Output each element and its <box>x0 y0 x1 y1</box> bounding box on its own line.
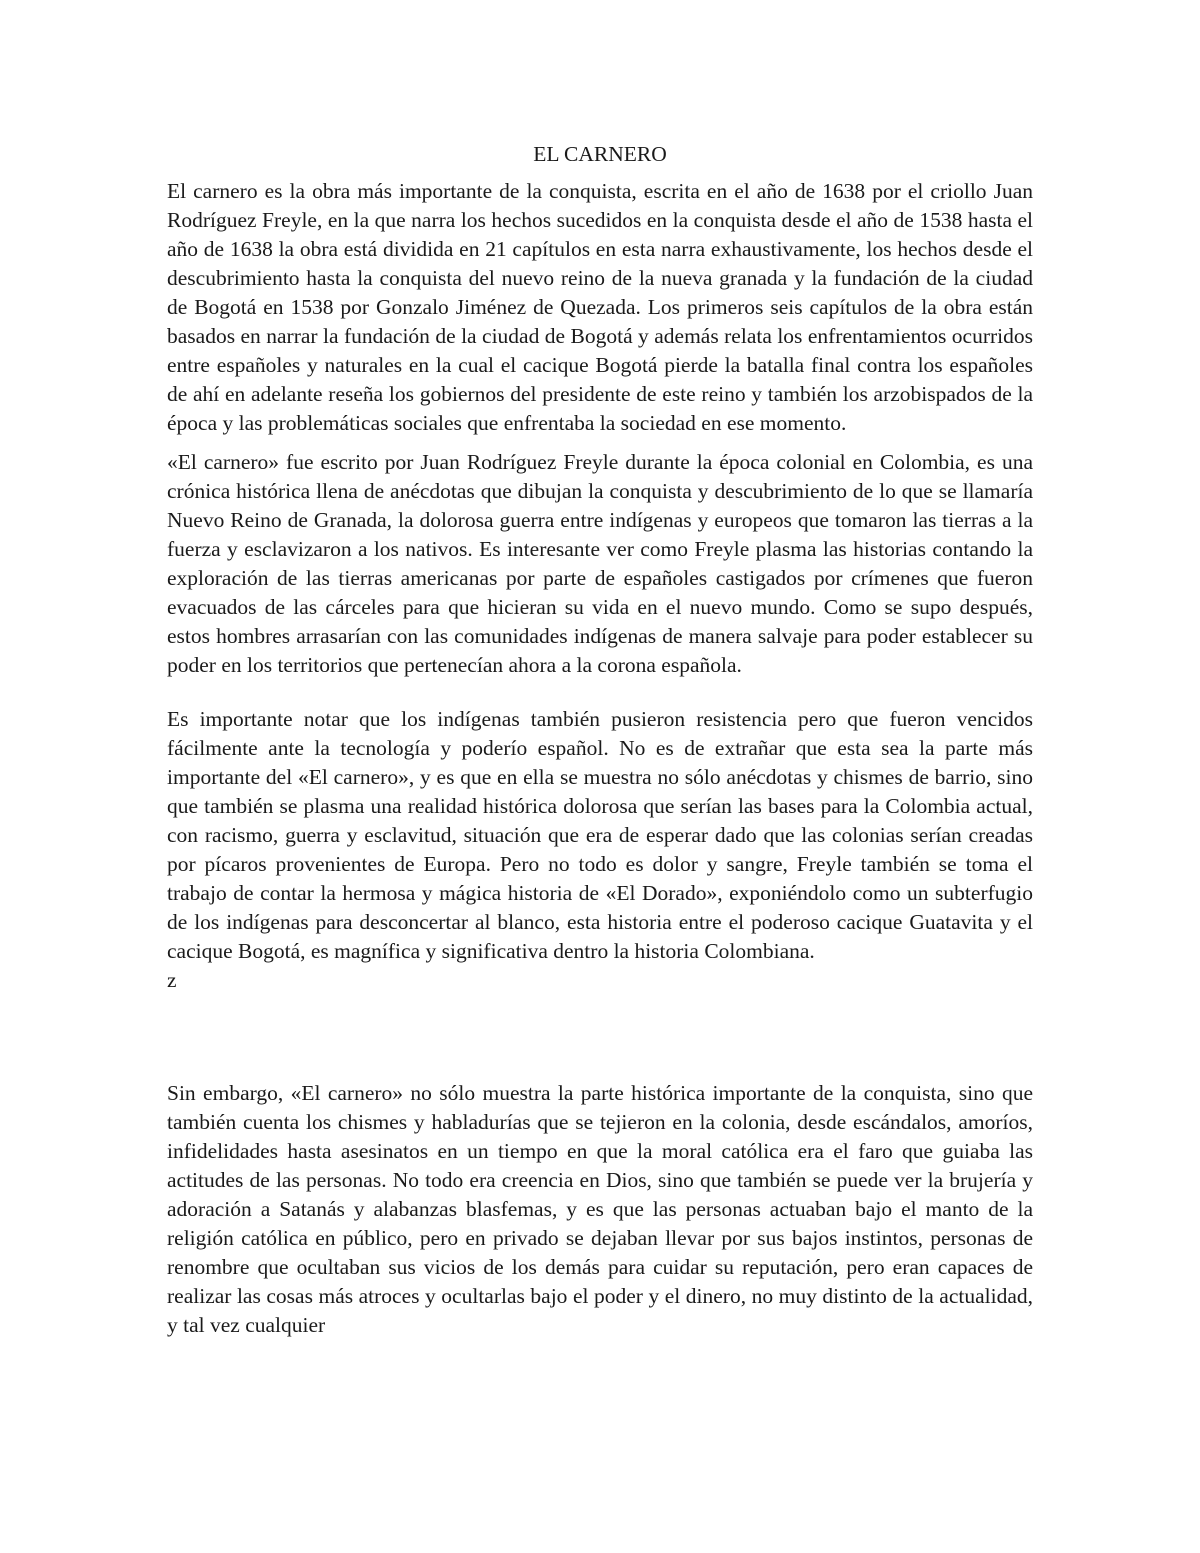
paragraph-4: Sin embargo, «El carnero» no sólo muestra la parte histórica importante de la conquista, sino que también cuenta los chismes y habladurías que se tejieron en la colonia, desde escándalos, amoríos, infidelidades hasta asesinatos en un tiempo en que la moral católica era el faro que guiaba las actitudes de las personas. No todo era creencia en Dios, sino que también se puede ver la brujería y adoración a Satanás y alabanzas blasfemas, y es que las personas actuaban bajo el manto de la religión católica en público, pero en privado se dejaban llevar por sus bajos instintos, personas de renombre que ocultaban sus vicios de los demás para cuidar su reputación, pero eran capaces de realizar las cosas más atroces y ocultarlas bajo el poder y el dinero, no muy distinto de la actualidad, y tal vez cualquier <box>167 1081 1033 1337</box>
paragraph-2: «El carnero» fue escrito por Juan Rodríguez Freyle durante la época colonial en Colombia, es una crónica histórica llena de anécdotas que dibujan la conquista y descubrimiento de lo que se llamaría Nuevo Reino de Granada, la dolorosa guerra entre indígenas y europeos que tomaron las tierras a la fuerza y esclavizaron a los nativos. Es interesante ver como Freyle plasma las historias contando la exploración de las tierras americanas por parte de españoles castigados por crímenes que fueron evacuados de las cárceles para que hicieran su vida en el nuevo mundo. Como se supo después, estos hombres arrasarían con las comunidades indígenas de manera salvaje para poder establecer su poder en los territorios que pertenecían ahora a la corona española. <box>167 450 1033 677</box>
paragraph-spacer <box>167 995 1033 1079</box>
stray-character: z <box>167 968 177 992</box>
paragraph-spacer <box>167 438 1033 448</box>
document-title: EL CARNERO <box>533 142 667 166</box>
paragraph-3: Es importante notar que los indígenas también pusieron resistencia pero que fueron vencidos fácilmente ante la tecnología y poderío español. No es de extrañar que esta sea la parte más importante del «El carnero», y es que en ella se muestra no sólo anécdotas y chismes de barrio, sino que también se plasma una realidad histórica dolorosa que serían las bases para la Colombia actual, con racismo, guerra y esclavitud, situación que era de esperar dado que las colonias serían creadas por pícaros provenientes de Europa. Pero no todo es dolor y sangre, Freyle también se toma el trabajo de contar la hermosa y mágica historia de «El Dorado», exponiéndolo como un subterfugio de los indígenas para desconcertar al blanco, esta historia entre el poderoso cacique Guatavita y el cacique Bogotá, es magnífica y significativa dentro la historia Colombiana. <box>167 707 1033 963</box>
paragraph-1: El carnero es la obra más importante de la conquista, escrita en el año de 1638 por el criollo Juan Rodríguez Freyle, en la que narra los hechos sucedidos en la conquista desde el año de 1538 hasta el año de 1638 la obra está dividida en 21 capítulos en esta narra exhaustivamente, los hechos desde el descubrimiento hasta la conquista del nuevo reino de la nueva granada y la fundación de la ciudad de Bogotá en 1538 por Gonzalo Jiménez de Quezada. Los primeros seis capítulos de la obra están basados en narrar la fundación de la ciudad de Bogotá y además relata los enfrentamientos ocurridos entre españoles y naturales en la cual el cacique Bogotá pierde la batalla final contra los españoles de ahí en adelante reseña los gobiernos del presidente de este reino y también los arzobispados de la época y las problemáticas sociales que enfrentaba la sociedad en ese momento. <box>167 179 1033 435</box>
paragraph-spacer <box>167 680 1033 705</box>
document-body <box>167 140 1033 1340</box>
